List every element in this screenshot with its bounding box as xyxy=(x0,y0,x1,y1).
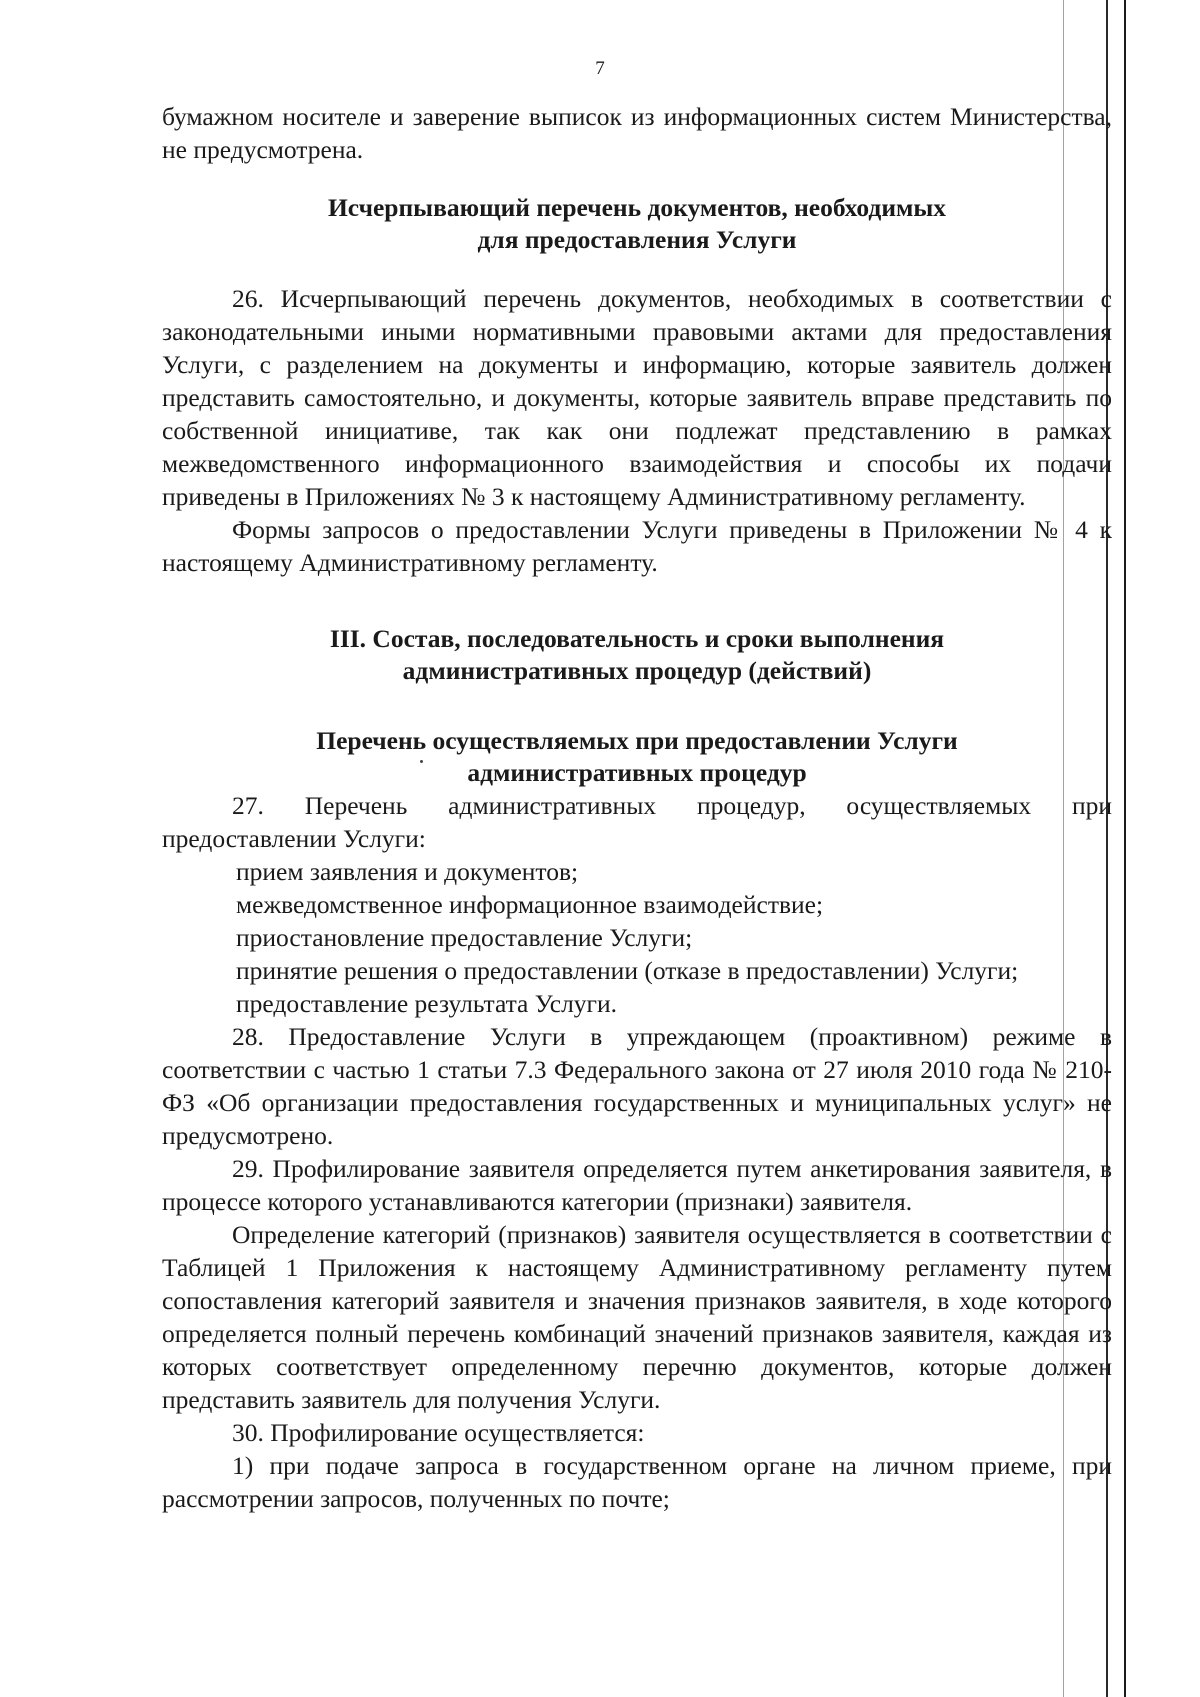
heading-line: III. Состав, последовательность и сроки выполнения xyxy=(329,624,945,653)
paragraph-27: 27. Перечень административных процедур, осуществляемых при предоставлении Услуги: xyxy=(162,791,1112,853)
heading-line: Исчерпывающий перечень документов, необходимых xyxy=(327,193,947,222)
heading-line: для предоставления Услуги xyxy=(477,225,797,254)
list-item: межведомственное информационное взаимодействие; xyxy=(236,890,824,919)
list-item: приостановление предоставление Услуги; xyxy=(236,923,693,952)
heading-procedures-list xyxy=(162,725,1112,789)
paragraph-30: 30. Профилирование осуществляется: xyxy=(232,1418,645,1447)
paragraph-continuation: бумажном носителе и заверение выписок из информационных систем Министерства, не предусмотрена. xyxy=(162,102,1112,164)
paragraph-26-forms: Формы запросов о предоставлении Услуги приведены в Приложении № 4 к настоящему Административному регламенту. xyxy=(162,515,1112,577)
document-body xyxy=(162,100,1112,1515)
heading-line: административных процедур xyxy=(467,758,807,787)
paragraph-28: 28. Предоставление Услуги в упреждающем (проактивном) режиме в соответствии с частью 1 статьи 7.3 Федерального закона от 27 июля 2010 года № 210-ФЗ «Об организации предоставления государственных и муниципальных услуг» не предусмотрено. xyxy=(162,1022,1112,1150)
heading-documents-list xyxy=(162,192,1112,256)
section-3-heading xyxy=(162,623,1112,687)
paragraph-29: 29. Профилирование заявителя определяется путем анкетирования заявителя, в процессе которого устанавливаются категории (признаки) заявителя. xyxy=(162,1154,1112,1216)
heading-line: административных процедур (действий) xyxy=(402,656,872,685)
paragraph-29-definition: Определение категорий (признаков) заявителя осуществляется в соответствии с Таблицей 1 Приложения к настоящему Административному регламенту путем сопоставления категорий заявителя и значения признаков заявителя, в ходе которого определяется полный перечень комбинаций значений признаков заявителя, каждая из которых соответствует определенному перечню документов, которые должен представить заявитель для получения Услуги. xyxy=(162,1220,1112,1414)
list-item: предоставление результата Услуги. xyxy=(236,989,618,1018)
scan-edge-line xyxy=(1124,0,1126,1697)
heading-line: Перечень осуществляемых при предоставлении Услуги xyxy=(316,726,958,755)
page-number: 7 xyxy=(595,58,605,79)
list-item: прием заявления и документов; xyxy=(236,857,579,886)
paragraph-26: 26. Исчерпывающий перечень документов, необходимых в соответствии с законодательными иными нормативными правовыми актами для предоставления Услуги, с разделением на документы и информацию, которые заявитель должен представить самостоятельно, и документы, которые заявитель вправе представить по собственной инициативе, так как они подлежат представлению в рамках межведомственного информационного взаимодействия и способы их подачи приведены в Приложениях № 3 к настоящему Административному регламенту. xyxy=(162,284,1112,511)
list-item: принятие решения о предоставлении (отказе в предоставлении) Услуги; xyxy=(236,956,1019,985)
paragraph-30-item-1: 1) при подаче запроса в государственном органе на личном приеме, при рассмотрении запросов, полученных по почте; xyxy=(162,1451,1112,1513)
